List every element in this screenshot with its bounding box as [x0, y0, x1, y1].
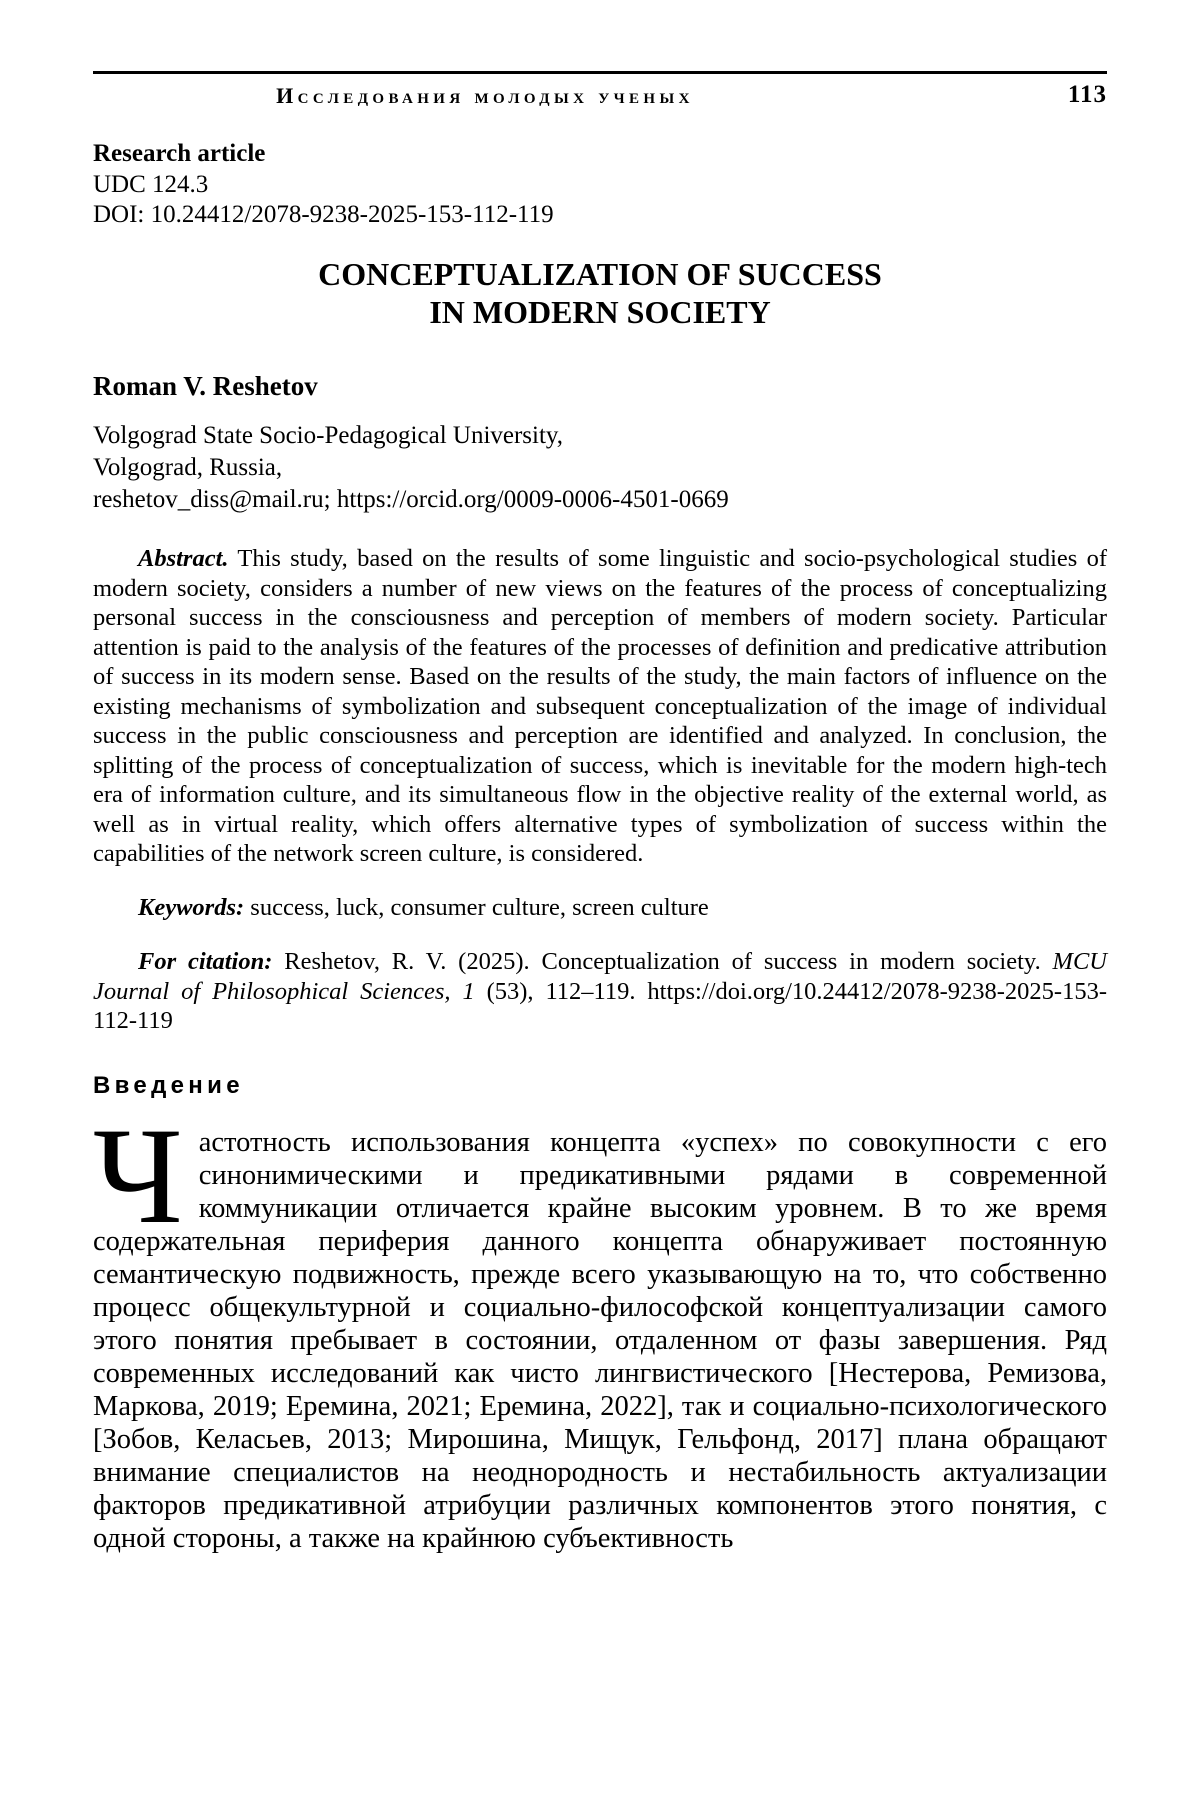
introduction-paragraph	[93, 1098, 1107, 1555]
article-title-line-1: CONCEPTUALIZATION OF SUCCESS	[318, 255, 882, 292]
keywords-label: Keywords:	[138, 894, 245, 922]
udc-code: UDC 124.3	[93, 170, 209, 198]
keywords-line	[93, 893, 1107, 923]
citation-journal-title: MCU Journal of Philosophical Sciences, 1	[93, 948, 1107, 1005]
keywords-text: success, luck, consumer culture, screen culture	[244, 894, 709, 922]
citation-label: For citation:	[138, 948, 273, 976]
introduction-text: астотность использования концепта «успех» по совокупности с его синонимическими и предикативными рядами в современной коммуникации отличается крайне высоким уровнем. В то же время содержательная периферия данного концепта обнаруживает постоянную семантическую подвижность, прежде всего указывающую на то, что собственно процесс общекультурной и социально-философской концептуализации самого этого понятия пребывает в состоянии, отдаленном от фазы завершения. Ряд современных исследований как чисто лингвистического [Нестерова, Ремизова, Маркова, 2019; Еремина, 2021; Еремина, 2022], так и социально-психологического [Зобов, Келасьев, 2013; Мирошина, Мищук, Гельфонд, 2017] плана обращают внимание специалистов на неоднородность и нестабильность актуализации факторов предикативной атрибуции различных компонентов этого понятия, с одной стороны, а также на крайнюю субъективность	[93, 1126, 1107, 1554]
citation-paragraph	[93, 947, 1107, 1036]
author-name: Roman V. Reshetov	[93, 371, 318, 402]
running-header	[93, 74, 1107, 109]
running-head-title: Исследования молодых ученых	[276, 83, 694, 108]
author-contact-line: reshetov_diss@mail.ru; https://orcid.org/0009-0006-4501-0669	[93, 486, 729, 514]
author-affiliation	[93, 420, 1107, 516]
page-number: 113	[1067, 81, 1107, 108]
abstract-text: This study, based on the results of some linguistic and socio-psychological studies of modern society, considers a number of new views on the features of the process of conceptualizing personal success in the consciousness and perception of members of modern society. Particular attention is paid to the analysis of the features of the processes of definition and predicative attribution of success in its modern sense. Based on the results of the study, the main factors of influence on the existing mechanisms of symbolization and subsequent conceptualization of the image of individual success in the public consciousness and perception are identified and analyzed. In conclusion, the splitting of the process of conceptualization of success, which is inevitable for the modern high-tech era of information culture, and its simultaneous flow in the objective reality of the external world, as well as in virtual reality, which offers alternative types of symbolization of success within the capabilities of the network screen culture, is considered.	[93, 545, 1107, 868]
citation-text-2: (53), 112–119. https://doi.org/10.24412/2078-9238-2025-153-112-119	[93, 977, 1107, 1035]
article-type-label: Research article	[93, 140, 266, 167]
article-title-line-2: IN MODERN SOCIETY	[429, 293, 771, 330]
article-title	[93, 255, 1107, 332]
abstract-paragraph	[93, 544, 1107, 869]
section-heading-introduction: Введение	[93, 1071, 244, 1099]
dropcap-letter: Ч	[93, 1098, 183, 1252]
article-meta	[93, 139, 1107, 231]
abstract-label: Abstract.	[138, 545, 229, 573]
affiliation-city: Volgograd, Russia,	[93, 454, 283, 482]
affiliation-university: Volgograd State Socio-Pedagogical University,	[93, 422, 564, 450]
doi-line: DOI: 10.24412/2078-9238-2025-153-112-119	[93, 201, 554, 228]
citation-text-1: Reshetov, R. V. (2025). Conceptualization of success in modern society.	[272, 948, 1053, 976]
